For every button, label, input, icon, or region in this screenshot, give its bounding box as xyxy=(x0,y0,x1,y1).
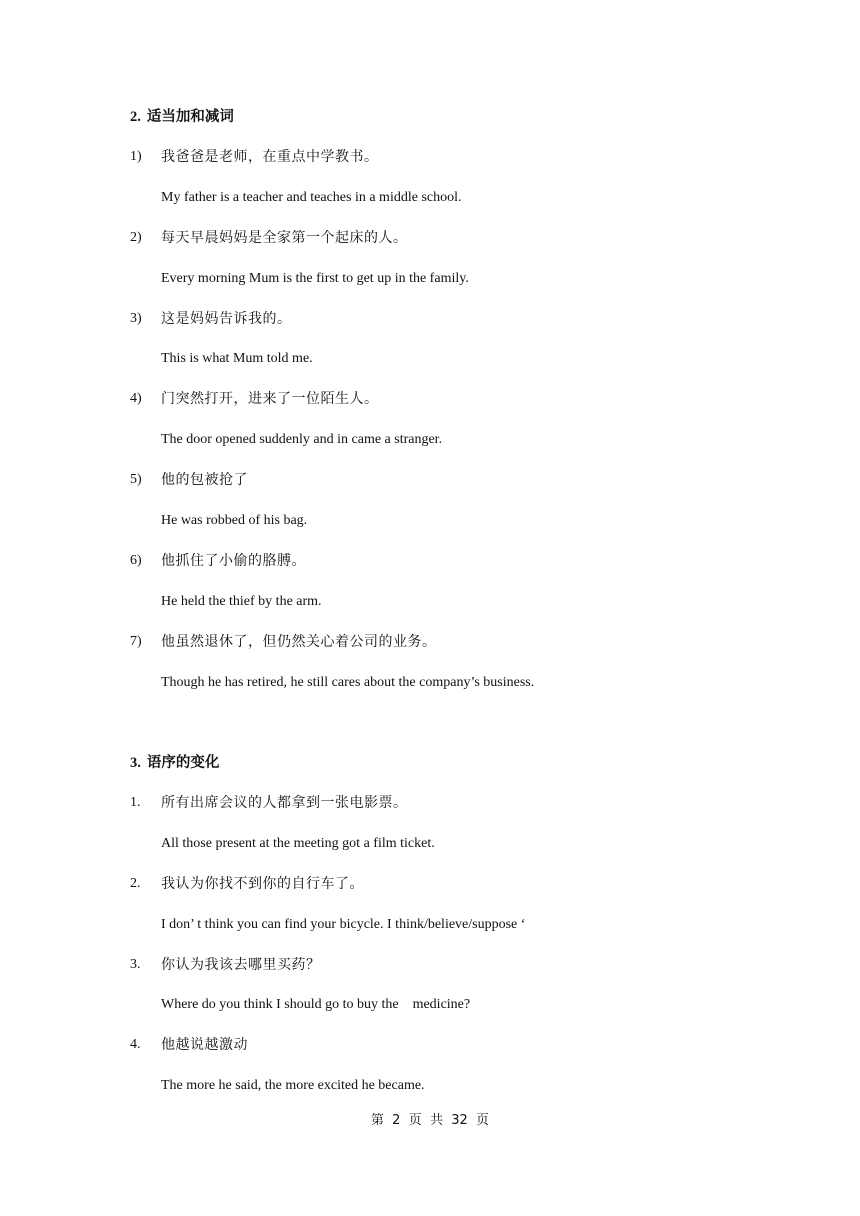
section-title: 适当加和减词 xyxy=(146,109,234,125)
item-number: 4) xyxy=(130,391,142,406)
chinese-sentence: 他抓住了小偷的胳膊。 xyxy=(161,553,306,569)
english-translation: Though he has retired, he still cares about the company’s business. xyxy=(161,675,535,690)
english-translation: The more he said, the more excited he became. xyxy=(161,1078,425,1093)
chinese-sentence: 我认为你找不到你的自行车了。 xyxy=(161,876,364,892)
chinese-sentence: 门突然打开，进来了一位陌生人。 xyxy=(161,391,379,407)
chinese-sentence: 他的包被抢了 xyxy=(161,472,248,488)
chinese-sentence: 这是妈妈告诉我的。 xyxy=(161,311,292,327)
chinese-sentence: 每天早晨妈妈是全家第一个起床的人。 xyxy=(161,230,408,246)
item-number: 7) xyxy=(130,634,142,649)
item-number: 1. xyxy=(130,795,141,810)
chinese-sentence: 我爸爸是老师，在重点中学教书。 xyxy=(161,149,379,165)
chinese-sentence: 他越说越激动 xyxy=(161,1037,248,1053)
section-title: 语序的变化 xyxy=(146,755,220,771)
chinese-sentence: 所有出席会议的人都拿到一张电影票。 xyxy=(161,795,408,811)
page-footer: 第 2 页 共 32 页 xyxy=(370,1113,490,1128)
english-translation: All those present at the meeting got a film ticket. xyxy=(161,836,435,851)
section-number: 2. xyxy=(130,109,141,125)
item-number: 4. xyxy=(130,1037,141,1052)
english-translation: My father is a teacher and teaches in a middle school. xyxy=(161,190,462,205)
chinese-sentence: 他虽然退休了，但仍然关心着公司的业务。 xyxy=(161,634,437,650)
section-heading-2 xyxy=(130,107,234,127)
english-translation: This is what Mum told me. xyxy=(161,351,313,366)
section-heading-3 xyxy=(130,753,219,773)
item-number: 1) xyxy=(130,149,142,164)
item-number: 3) xyxy=(130,311,142,326)
section-number: 3. xyxy=(130,755,141,771)
english-translation: The door opened suddenly and in came a stranger. xyxy=(161,432,443,447)
item-number: 2. xyxy=(130,876,141,891)
item-number: 5) xyxy=(130,472,142,487)
item-number: 6) xyxy=(130,553,142,568)
chinese-sentence: 你认为我该去哪里买药？ xyxy=(161,957,321,973)
english-translation: Where do you think I should go to buy the medicine? xyxy=(161,997,471,1012)
item-number: 3. xyxy=(130,957,141,972)
english-translation: He held the thief by the arm. xyxy=(161,594,322,609)
english-translation: I don’ t think you can find your bicycle. I think/believe/suppose ‘ xyxy=(161,917,526,932)
english-translation: He was robbed of his bag. xyxy=(161,513,308,528)
english-translation: Every morning Mum is the first to get up in the family. xyxy=(161,271,469,286)
item-number: 2) xyxy=(130,230,142,245)
